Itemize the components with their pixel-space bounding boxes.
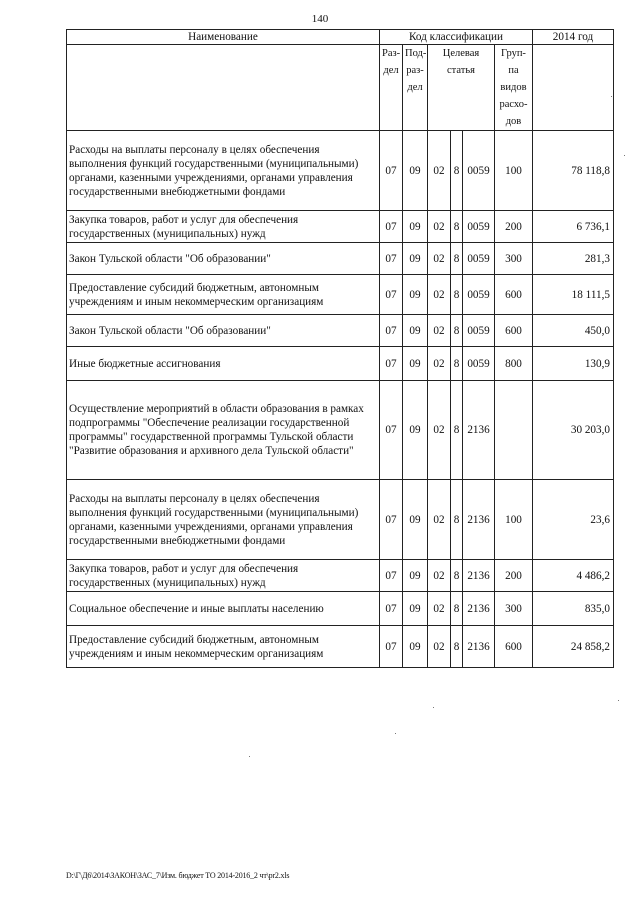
header-name: Наименование (67, 30, 380, 45)
row-section: 07 (380, 626, 403, 668)
header-code: Код классификации (380, 30, 533, 45)
row-expense-group: 800 (495, 347, 533, 381)
row-name: Закон Тульской области "Об образовании" (67, 243, 380, 275)
row-section: 07 (380, 211, 403, 243)
row-target-direction: 2136 (463, 626, 495, 668)
row-name: Предоставление субсидий бюджетным, автономным учреждениям и иным некоммерческим организациям (67, 626, 380, 668)
row-amount: 130,9 (533, 347, 614, 381)
table-row (67, 381, 614, 480)
row-target-subprogram: 8 (451, 626, 463, 668)
row-target-subprogram: 8 (451, 131, 463, 211)
row-target-subprogram: 8 (451, 275, 463, 315)
row-target-program: 02 (428, 131, 451, 211)
row-expense-group: 100 (495, 131, 533, 211)
row-name: Закон Тульской области "Об образовании" (67, 315, 380, 347)
table-row (67, 131, 614, 211)
table-row (67, 592, 614, 626)
scan-speck (433, 707, 434, 708)
table-row (67, 275, 614, 315)
row-expense-group (495, 381, 533, 480)
row-section: 07 (380, 243, 403, 275)
row-amount: 835,0 (533, 592, 614, 626)
scan-speck (611, 96, 612, 97)
row-target-subprogram: 8 (451, 243, 463, 275)
row-name: Закупка товаров, работ и услуг для обеспечения государственных (муниципальных) нужд (67, 560, 380, 592)
row-name: Осуществление мероприятий в области образования в рамках подпрограммы "Обеспечение реализации государственной программы" государственной программы Тульской области "Развитие образования и архивного дела Тульской области" (67, 381, 380, 480)
row-amount: 281,3 (533, 243, 614, 275)
row-target-program: 02 (428, 592, 451, 626)
scan-speck (618, 700, 619, 701)
row-subsection: 09 (403, 131, 428, 211)
row-subsection: 09 (403, 211, 428, 243)
row-target-subprogram: 8 (451, 480, 463, 560)
table-row (67, 626, 614, 668)
header-row-2 (67, 45, 614, 131)
file-path-footer: D:\Г\Д6\2014\ЗАКОН\ЗАС_7\Изм. бюджет ТО 2014-2016_2 чт\pr2.xls (66, 871, 290, 880)
row-section: 07 (380, 347, 403, 381)
row-expense-group: 600 (495, 626, 533, 668)
row-target-direction: 2136 (463, 480, 495, 560)
row-expense-group: 200 (495, 211, 533, 243)
row-target-subprogram: 8 (451, 560, 463, 592)
row-subsection: 09 (403, 243, 428, 275)
row-target-subprogram: 8 (451, 315, 463, 347)
row-amount: 24 858,2 (533, 626, 614, 668)
row-target-direction: 0059 (463, 347, 495, 381)
row-section: 07 (380, 275, 403, 315)
row-expense-group: 200 (495, 560, 533, 592)
row-section: 07 (380, 560, 403, 592)
row-subsection: 09 (403, 480, 428, 560)
row-amount: 18 111,5 (533, 275, 614, 315)
row-target-subprogram: 8 (451, 381, 463, 480)
table-row (67, 560, 614, 592)
header-group: Груп- па видов расхо- дов (495, 45, 533, 131)
row-target-direction: 2136 (463, 560, 495, 592)
row-amount: 450,0 (533, 315, 614, 347)
row-name: Социальное обеспечение и иные выплаты населению (67, 592, 380, 626)
row-subsection: 09 (403, 381, 428, 480)
row-target-direction: 0059 (463, 131, 495, 211)
table-body (67, 131, 614, 668)
row-target-subprogram: 8 (451, 211, 463, 243)
header-row-1 (67, 30, 614, 45)
row-target-direction: 0059 (463, 275, 495, 315)
row-subsection: 09 (403, 347, 428, 381)
header-year-spacer (533, 45, 614, 131)
row-expense-group: 300 (495, 243, 533, 275)
row-target-direction: 0059 (463, 315, 495, 347)
row-expense-group: 300 (495, 592, 533, 626)
row-name: Расходы на выплаты персоналу в целях обеспечения выполнения функций государственными (муниципальными) органами, казенными учреждениями, органами управления государственными внебюджетными фондами (67, 131, 380, 211)
row-amount: 78 118,8 (533, 131, 614, 211)
row-section: 07 (380, 381, 403, 480)
row-target-program: 02 (428, 480, 451, 560)
row-expense-group: 600 (495, 315, 533, 347)
row-section: 07 (380, 315, 403, 347)
row-target-program: 02 (428, 211, 451, 243)
row-target-program: 02 (428, 347, 451, 381)
row-target-direction: 2136 (463, 381, 495, 480)
row-target-program: 02 (428, 560, 451, 592)
table-row (67, 211, 614, 243)
row-amount: 4 486,2 (533, 560, 614, 592)
row-subsection: 09 (403, 560, 428, 592)
scan-speck (395, 733, 396, 734)
row-section: 07 (380, 480, 403, 560)
header-target: Целевая статья (428, 45, 495, 131)
row-subsection: 09 (403, 315, 428, 347)
row-target-direction: 2136 (463, 592, 495, 626)
row-expense-group: 100 (495, 480, 533, 560)
header-section: Раз- дел (380, 45, 403, 131)
row-section: 07 (380, 131, 403, 211)
table-row (67, 347, 614, 381)
row-amount: 30 203,0 (533, 381, 614, 480)
scan-speck (624, 155, 625, 156)
row-name: Расходы на выплаты персоналу в целях обеспечения выполнения функций государственными (муниципальными) органами, казенными учреждениями, органами управления государственными внебюджетными фондами (67, 480, 380, 560)
scan-speck (249, 756, 250, 757)
page-number: 140 (311, 13, 329, 25)
header-subsection: Под- раз- дел (403, 45, 428, 131)
row-target-program: 02 (428, 626, 451, 668)
header-year: 2014 год (533, 30, 614, 45)
row-name: Закупка товаров, работ и услуг для обеспечения государственных (муниципальных) нужд (67, 211, 380, 243)
row-target-subprogram: 8 (451, 592, 463, 626)
row-target-program: 02 (428, 275, 451, 315)
row-target-subprogram: 8 (451, 347, 463, 381)
row-target-program: 02 (428, 315, 451, 347)
row-amount: 6 736,1 (533, 211, 614, 243)
row-amount: 23,6 (533, 480, 614, 560)
row-name: Предоставление субсидий бюджетным, автономным учреждениям и иным некоммерческим организациям (67, 275, 380, 315)
row-subsection: 09 (403, 275, 428, 315)
row-target-direction: 0059 (463, 243, 495, 275)
row-target-direction: 0059 (463, 211, 495, 243)
row-target-program: 02 (428, 243, 451, 275)
table-row (67, 315, 614, 347)
row-name: Иные бюджетные ассигнования (67, 347, 380, 381)
table-row (67, 243, 614, 275)
row-section: 07 (380, 592, 403, 626)
header-name-spacer (67, 45, 380, 131)
row-target-program: 02 (428, 381, 451, 480)
budget-table (66, 29, 614, 668)
row-expense-group: 600 (495, 275, 533, 315)
table-row (67, 480, 614, 560)
row-subsection: 09 (403, 592, 428, 626)
row-subsection: 09 (403, 626, 428, 668)
